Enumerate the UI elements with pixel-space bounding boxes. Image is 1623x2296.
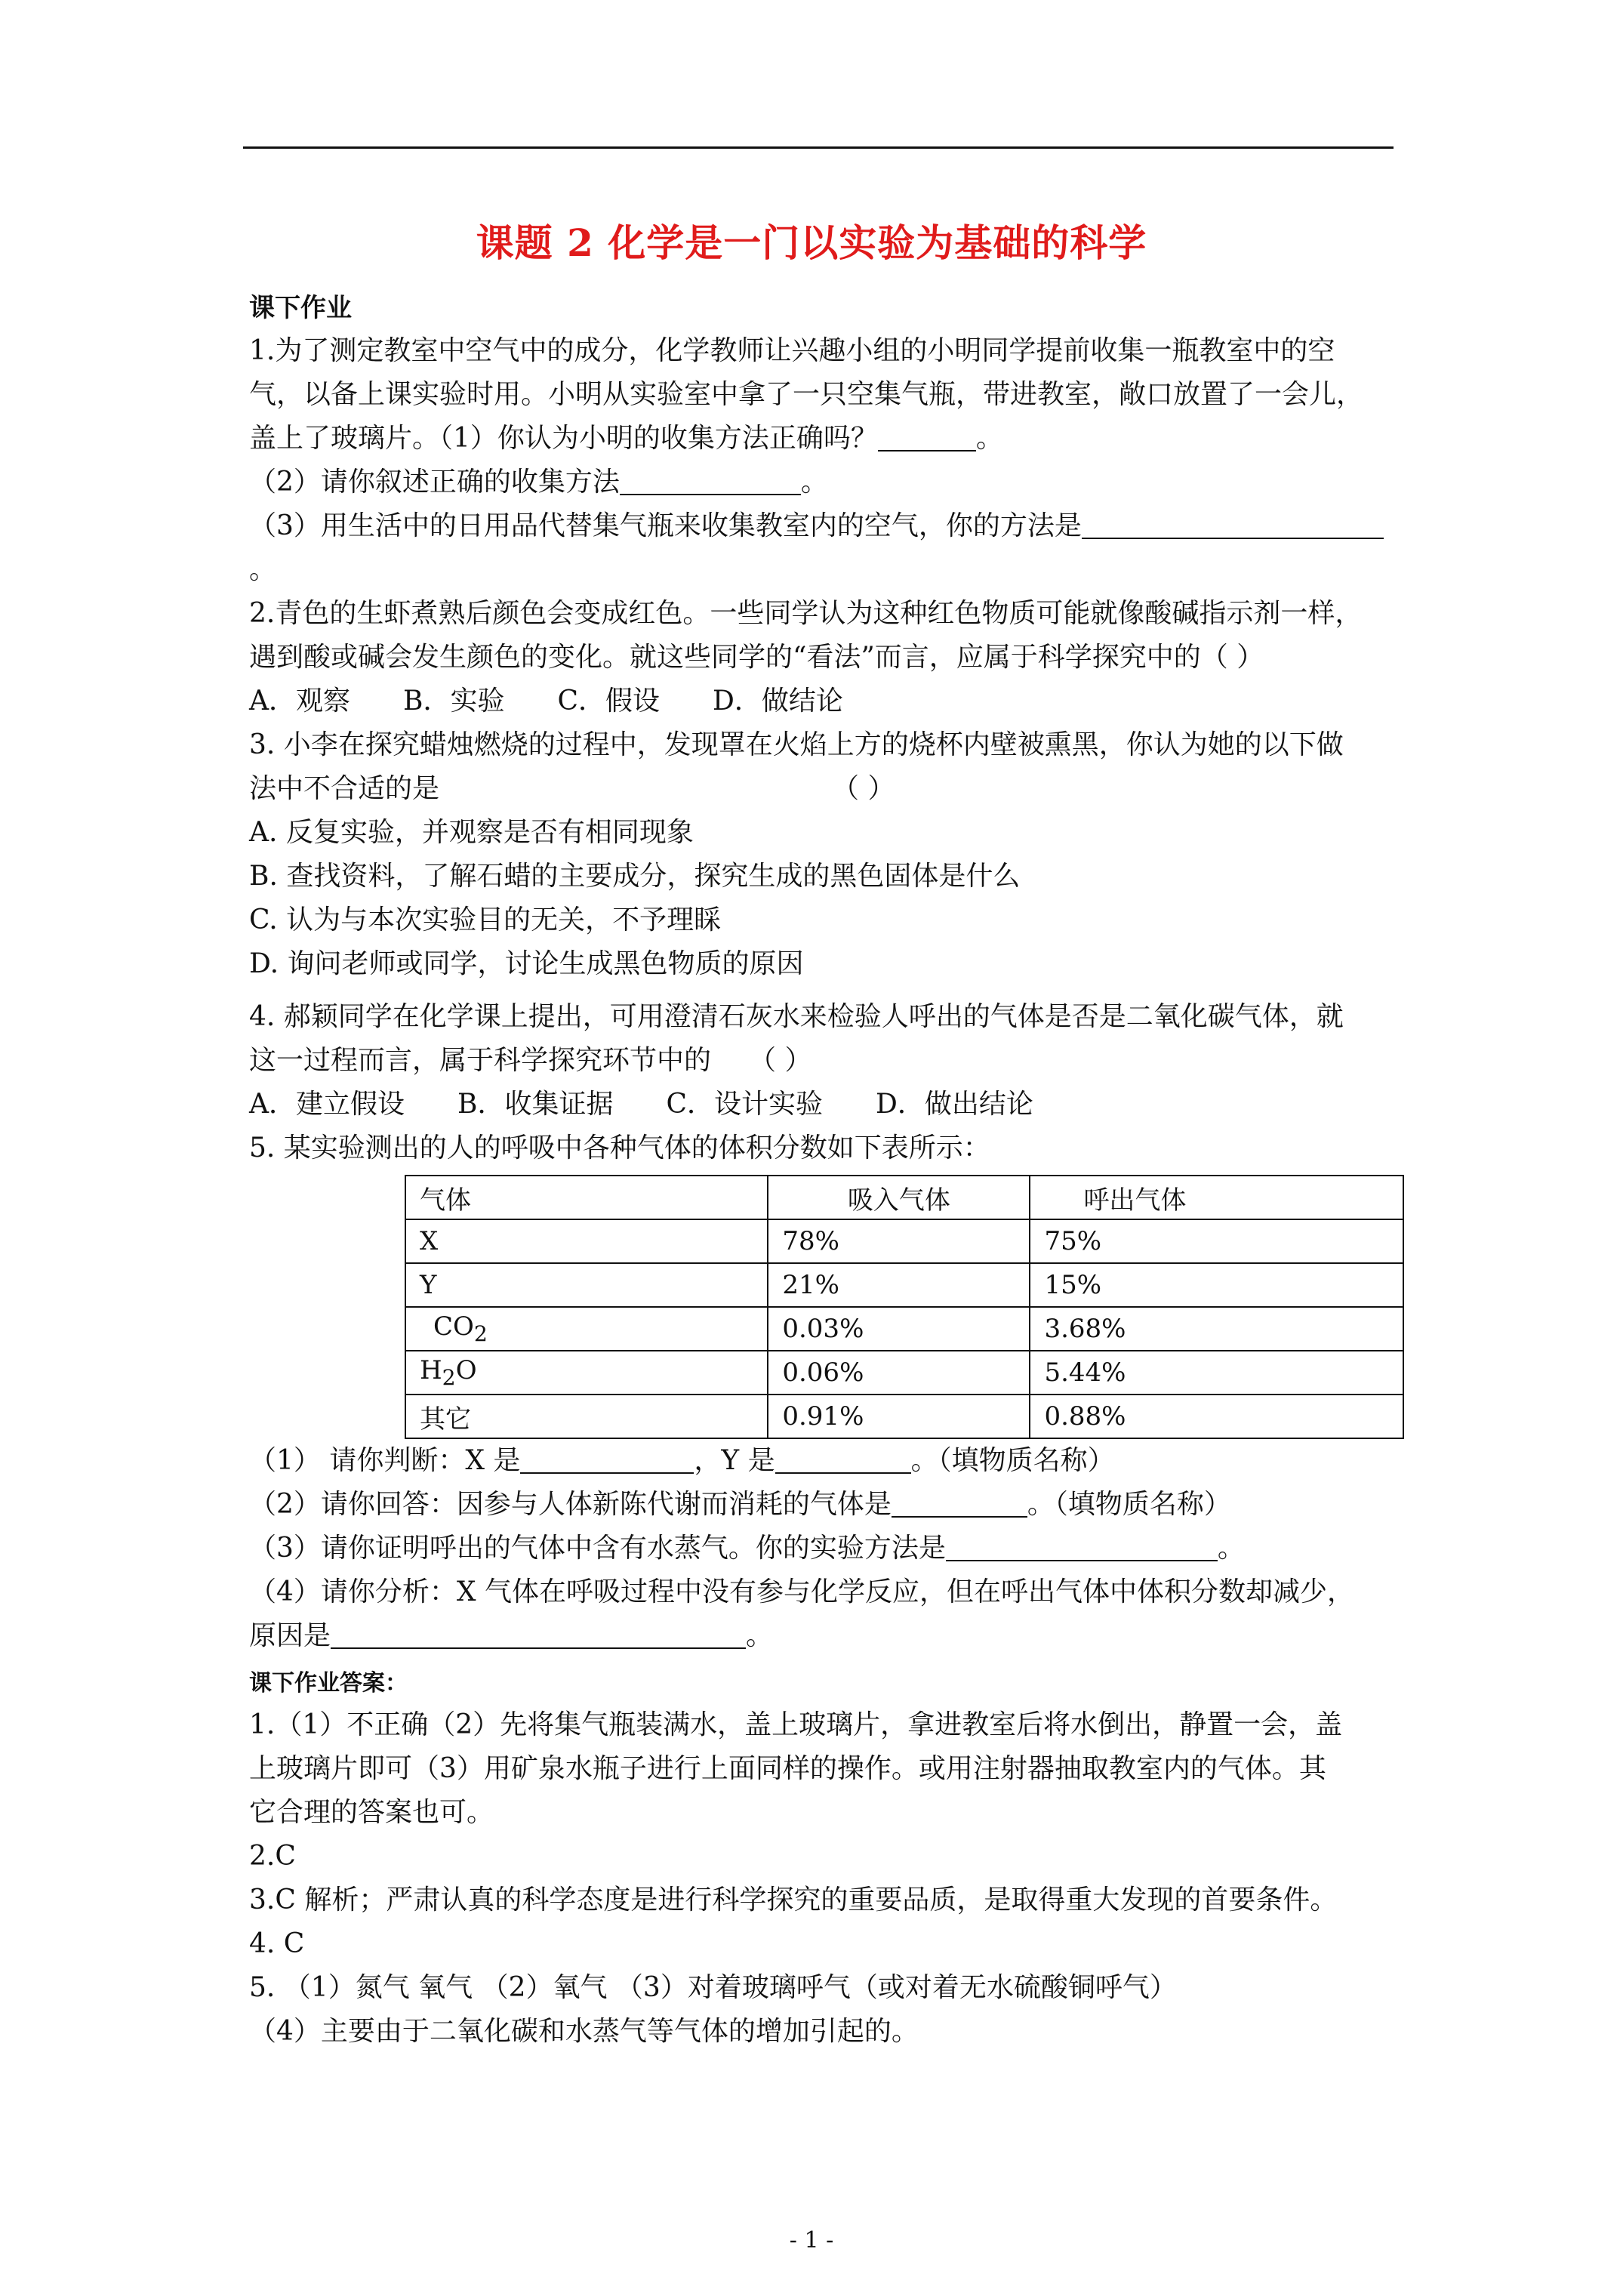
table-cell-inhaled: 21% [768,1263,1030,1307]
q5-sub2-a: （2）请你回答：因参与人体新陈代谢而消耗的气体是 [249,1489,892,1520]
q3-line2-text: 法中不合适的是 [249,773,440,804]
table-cell-gas [405,1307,768,1351]
formula-co2: CO [433,1311,474,1342]
q4-line2 [249,1039,1404,1083]
page-number: - 1 - [789,2227,834,2254]
answer-1-line3: 它合理的答案也可。 [249,1797,494,1828]
q3-option-c: C. 认为与本次实验目的无关，不予理睬 [249,905,722,935]
q4-option-d: D．做出结论 [876,1089,1033,1120]
page-title: 课题 2 化学是一门以实验为基础的科学 [476,220,1147,265]
content [249,287,1404,2054]
answers-heading: 课下作业答案： [249,1670,408,1697]
q1-line5 [249,504,1404,592]
answer-3: 3.C 解析；严肃认真的科学态度是进行科学探究的重要品质，是取得重大发现的首要条件。 [249,1885,1338,1915]
table-cell-exhaled: 3.68% [1030,1307,1403,1351]
table-cell-inhaled: 0.91% [768,1395,1030,1438]
q4-line2-text: 这一过程而言，属于科学探究环节中的 [249,1045,712,1076]
q1-blank-3[interactable] [1082,507,1384,539]
table-cell-exhaled: 75% [1030,1219,1403,1263]
q4-option-c: C．设计实验 [666,1089,824,1120]
q2-option-a: A．观察 [249,686,350,717]
q1-line3 [249,417,1404,461]
answer-5-line2: （4）主要由于二氧化碳和水蒸气等气体的增加引起的。 [249,2016,919,2047]
section-heading-homework: 课下作业 [249,293,352,323]
q5-sub4-a: 原因是 [249,1620,331,1651]
q5-sub4-line2 [249,1614,1404,1658]
q3-answer-paren: （ ） [832,773,895,804]
table-cell-exhaled: 5.44% [1030,1351,1403,1395]
q1-line4-text: （2）请你叙述正确的收集方法 [249,467,620,498]
table-row [405,1219,1403,1263]
q5-sub4-b: 。 [746,1620,774,1651]
q2-options [249,680,1404,723]
q5-blank-method[interactable] [946,1530,1218,1561]
q5-sub1 [249,1439,1404,1483]
q2-line1: 2.青色的生虾煮熟后颜色会变成红色。一些同学认为这种红色物质可能就像酸碱指示剂一样， [249,598,1363,629]
q1-line5-end: 。 [249,554,277,585]
q2-line2: 遇到酸或碱会发生颜色的变化。就这些同学的“看法”而言，应属于科学探究中的（ ） [249,642,1264,673]
q3-line2 [249,767,1404,811]
q4-option-a: A．建立假设 [249,1089,405,1120]
table-cell-inhaled: 0.06% [768,1351,1030,1395]
table-cell-gas: 其它 [405,1395,768,1438]
q1-line4-end: 。 [800,467,828,498]
q3-option-a: A. 反复实验，并观察是否有相同现象 [249,817,694,848]
formula-subscript: 2 [442,1364,456,1390]
q3-option-b: B. 查找资料，了解石蜡的主要成分，探究生成的黑色固体是什么 [249,861,1021,892]
q1-blank-2[interactable] [620,464,801,495]
q5-sub3-b: 。 [1217,1533,1245,1564]
table-header-exhaled: 呼出气体 [1030,1176,1403,1219]
q2-option-b: B．实验 [403,686,505,717]
formula-tail: O [455,1355,477,1386]
answer-1-line2: 上玻璃片即可（3）用矿泉水瓶子进行上面同样的操作。或用注射器抽取教室内的气体。其 [249,1753,1326,1784]
q1-line2: 气，以备上课实验时用。小明从实验室中拿了一只空集气瓶，带进教室，敞口放置了一会儿， [249,379,1364,410]
q5-blank-y[interactable] [775,1442,911,1474]
answer-2: 2.C [249,1841,296,1872]
q2-option-d: D．做结论 [713,686,843,717]
q4-options [249,1083,1404,1126]
q4-option-b: B．收集证据 [457,1089,614,1120]
table-cell-inhaled: 78% [768,1219,1030,1263]
gas-table [405,1175,1404,1439]
q5-sub2 [249,1483,1404,1527]
q4-line1: 4. 郝颖同学在化学课上提出，可用澄清石灰水来检验人呼出的气体是否是二氧化碳气体，就 [249,1001,1344,1032]
formula-h2o: H [420,1355,442,1386]
table-header-gas: 气体 [405,1176,768,1219]
q5-intro: 5. 某实验测出的人的呼吸中各种气体的体积分数如下表所示： [249,1133,990,1163]
table-row [405,1351,1403,1395]
spacer [249,986,1404,995]
q1-blank-1[interactable] [878,420,976,451]
q1-line5-text: （3）用生活中的日用品代替集气瓶来收集教室内的空气，你的方法是 [249,510,1082,541]
answer-1-line1: 1.（1）不正确（2）先将集气瓶装满水，盖上玻璃片，拿进教室后将水倒出，静置一会，盖 [249,1709,1343,1740]
q5-blank-reason[interactable] [331,1617,746,1649]
q5-sub1-c: 。（填物质名称） [910,1445,1115,1476]
q5-sub1-a: （1） 请你判断：X 是 [249,1445,521,1476]
q1-line3-text: 盖上了玻璃片。（1）你认为小明的收集方法正确吗？ [249,423,878,454]
table-cell-gas: Y [405,1263,768,1307]
answer-4: 4. C [249,1928,305,1959]
table-cell-exhaled: 0.88% [1030,1395,1403,1438]
q1-line3-end: 。 [975,423,1003,454]
q5-blank-x[interactable] [520,1442,694,1474]
q5-sub1-b: ，Y 是 [694,1445,775,1476]
q1-line1: 1.为了测定教室中空气中的成分，化学教师让兴趣小组的小明同学提前收集一瓶教室中的空 [249,335,1335,366]
q3-option-d: D. 询问老师或同学，讨论生成黑色物质的原因 [249,948,804,979]
q5-sub2-b: 。（填物质名称） [1027,1489,1231,1520]
table-header-inhaled: 吸入气体 [768,1176,1030,1219]
answer-5-line1: 5. （1）氮气 氧气 （2）氧气 （3）对着玻璃呼气（或对着无水硫酸铜呼气） [249,1972,1177,2003]
q4-answer-paren: （ ） [749,1045,812,1076]
table-cell-exhaled: 15% [1030,1263,1403,1307]
q5-sub4-line1: （4）请你分析：X 气体在呼吸过程中没有参与化学反应，但在呼出气体中体积分数却减少， [249,1576,1354,1607]
table-cell-gas [405,1351,768,1395]
formula-subscript: 2 [473,1321,488,1346]
header-rule [243,146,1394,149]
table-cell-gas: X [405,1219,768,1263]
table-row [405,1395,1403,1438]
table-cell-inhaled: 0.03% [768,1307,1030,1351]
q5-sub3 [249,1527,1404,1570]
table-row [405,1307,1403,1351]
q5-blank-consumed-gas[interactable] [892,1486,1027,1518]
q3-line1: 3. 小李在探究蜡烛燃烧的过程中，发现罩在火焰上方的烧杯内壁被熏黑，你认为她的以下做 [249,729,1344,760]
q2-option-c: C．假设 [557,686,661,717]
table-header-row [405,1176,1403,1219]
q5-sub3-a: （3）请你证明呼出的气体中含有水蒸气。你的实验方法是 [249,1533,946,1564]
q1-line4 [249,461,1404,504]
table-row [405,1263,1403,1307]
